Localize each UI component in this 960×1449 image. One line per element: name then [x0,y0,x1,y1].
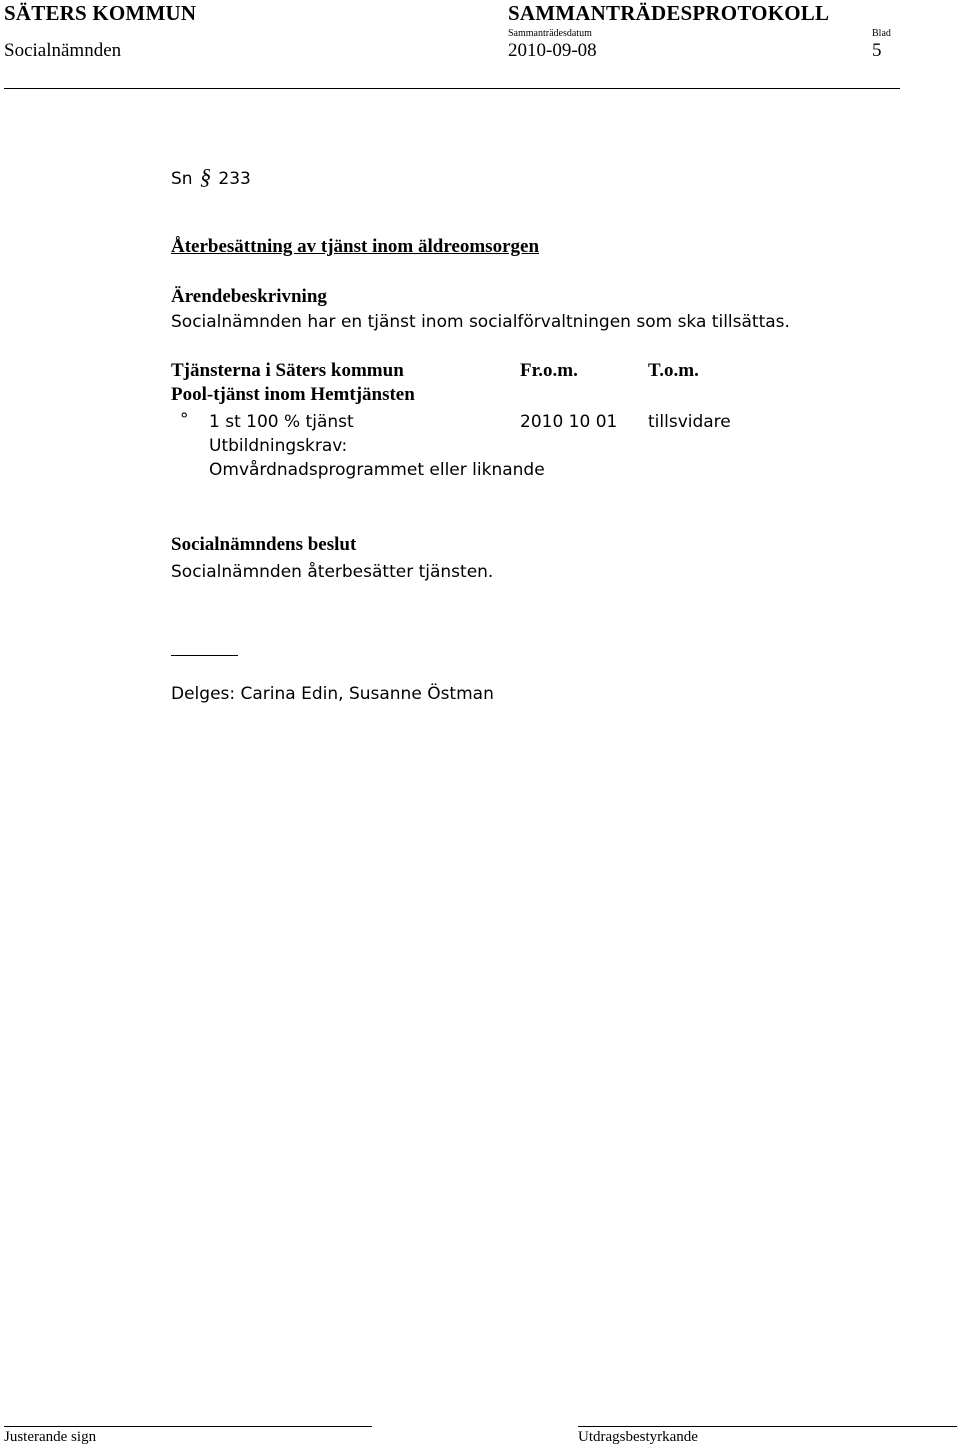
municipality-name: SÄTERS KOMMUN [4,1,197,25]
table-header-from: Fr.o.m. [520,360,578,381]
description-text: Socialnämnden har en tjänst inom socialförvaltningen som ska tillsättas. [171,312,790,332]
table-header-to: T.o.m. [648,360,699,381]
case-title: Återbesättning av tjänst inom äldreomsorgen [171,236,540,257]
footer-signature-label: Justerande sign [4,1429,97,1445]
distribution-divider [171,655,238,656]
page-label: Blad [872,28,891,39]
case-prefix: Sn [171,169,193,189]
decision-text: Socialnämnden återbesätter tjänsten. [171,562,494,582]
case-number-value: 233 [218,169,251,189]
section-sign: § [199,164,211,189]
date-label: Sammanträdesdatum [508,28,592,39]
page-number: 5 [872,40,882,61]
case-number [171,164,251,190]
table-header-title: Tjänsterna i Säters kommun [171,360,404,381]
meeting-date: 2010-09-08 [508,40,597,61]
footer-rule-right [578,1426,957,1427]
footer-certification-label: Utdragsbestyrkande [578,1429,698,1445]
board-name: Socialnämnden [4,40,122,61]
description-heading: Ärendebeskrivning [171,286,327,307]
distribution-text: Delges: Carina Edin, Susanne Östman [171,684,494,704]
position-end: tillsvidare [648,412,731,432]
position-description: 1 st 100 % tjänst [209,412,354,432]
footer-rule-left [4,1426,372,1427]
bullet-icon: ° [180,410,189,430]
position-start-date: 2010 10 01 [520,412,618,432]
decision-heading: Socialnämndens beslut [171,534,357,555]
document-type: SAMMANTRÄDESPROTOKOLL [508,1,830,25]
header-divider [4,88,900,89]
requirement-value: Omvårdnadsprogrammet eller liknande [209,460,545,480]
position-group: Pool-tjänst inom Hemtjänsten [171,384,415,405]
requirement-label: Utbildningskrav: [209,436,348,456]
